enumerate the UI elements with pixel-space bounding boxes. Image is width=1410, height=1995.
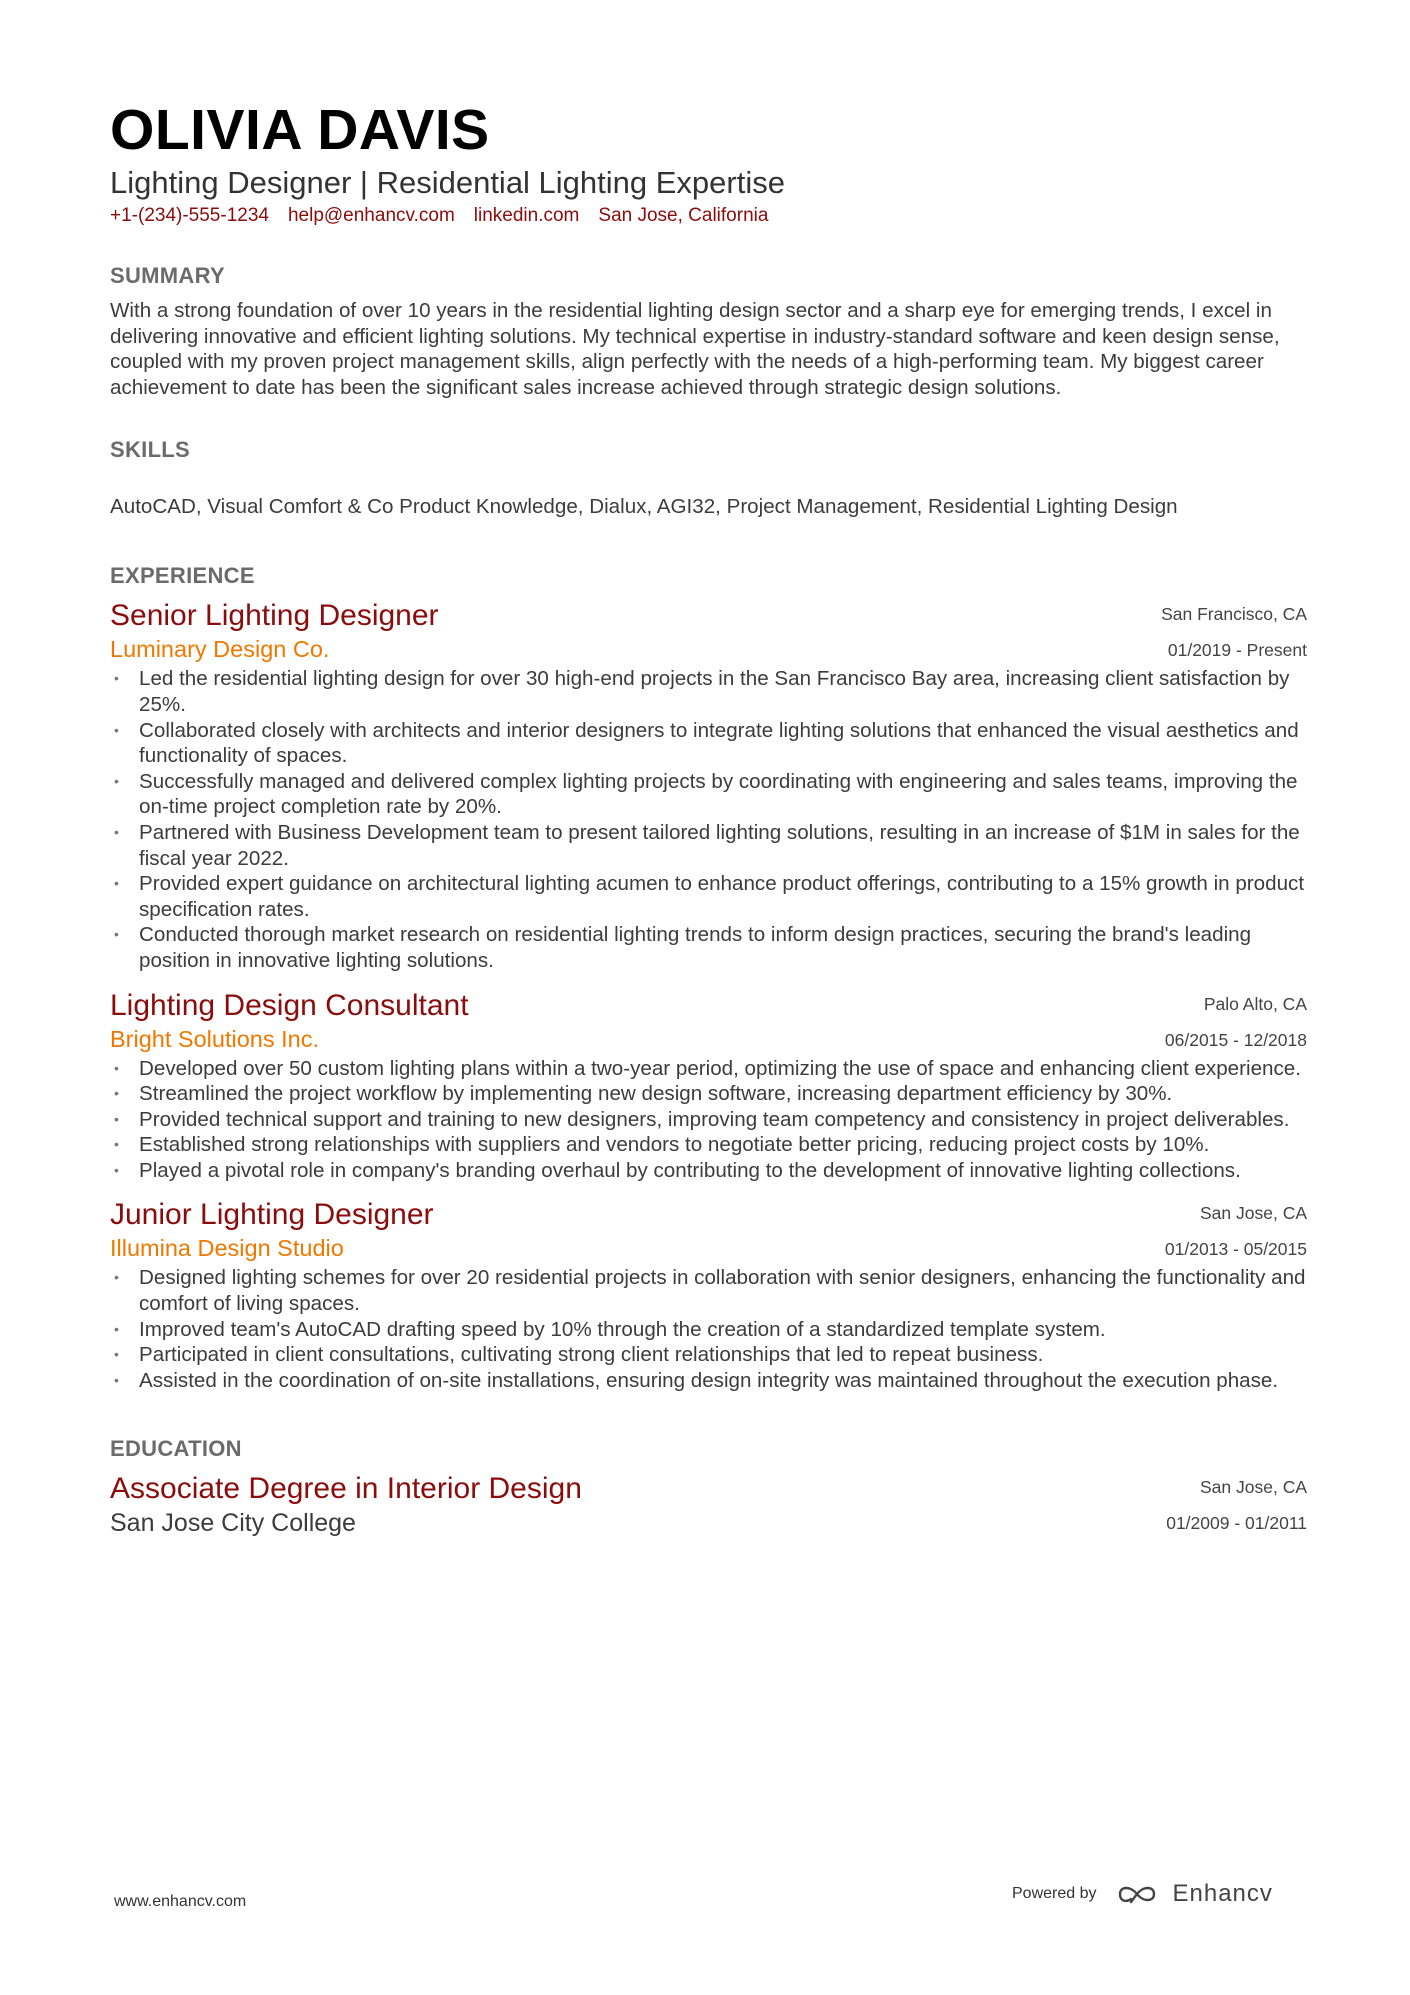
bullet-icon: • <box>114 1346 119 1363</box>
job-bullets <box>110 1056 1307 1184</box>
job-company: Illumina Design Studio <box>110 1235 344 1262</box>
bullet-icon: • <box>114 823 119 840</box>
job-bullets <box>110 666 1307 973</box>
headline-separator: | <box>359 165 368 200</box>
job-dates: 06/2015 - 12/2018 <box>1164 1029 1307 1050</box>
job-dates: 01/2019 - Present <box>1167 640 1307 661</box>
section-title-skills: SKILLS <box>110 437 191 463</box>
headline-specialty: Residential Lighting Expertise <box>376 165 785 200</box>
headline-role: Lighting Designer <box>110 165 352 200</box>
job-company: Luminary Design Co. <box>110 636 330 663</box>
job-location: San Jose, CA <box>1200 1203 1307 1224</box>
skills-section <box>110 436 1307 520</box>
linkedin-link[interactable]: linkedin.com <box>473 205 580 226</box>
bullet-icon: • <box>114 1085 119 1102</box>
job-location: Palo Alto, CA <box>1203 993 1307 1014</box>
summary-section <box>110 262 1307 400</box>
job-entry <box>110 598 1307 973</box>
phone-link[interactable]: +1-(234)-555-1234 <box>110 205 269 226</box>
bullet-item: • Designed lighting schemes for over 20 residential projects in collaboration with senior designers, enhancing the functionality and comfort of living spaces. <box>114 1266 1306 1316</box>
bullet-item: • Led the residential lighting design for over 30 high-end projects in the San Francisco Bay area, increasing client satisfaction by 25%. <box>114 667 1290 716</box>
job-location: San Francisco, CA <box>1161 604 1307 625</box>
bullet-item: • Established strong relationships with suppliers and vendors to negotiate better pricing, reducing project costs by 10%. <box>114 1133 1210 1157</box>
education-entry <box>110 1471 1307 1539</box>
bullet-icon: • <box>114 1371 119 1388</box>
bullet-icon: • <box>114 1269 119 1286</box>
job-title: Lighting Design Consultant <box>110 988 469 1022</box>
school-name: San Jose City College <box>110 1509 356 1538</box>
brand-logo[interactable] <box>1117 1880 1273 1908</box>
header <box>110 98 1307 228</box>
education-section <box>110 1435 1307 1539</box>
skills-text: AutoCAD, Visual Comfort & Co Product Knowledge, Dialux, AGI32, Project Management, Residential Lighting Design <box>110 495 1178 519</box>
bullet-item: • Collaborated closely with architects and interior designers to integrate lighting solutions that enhanced the visual aesthetics and functionality of spaces. <box>114 718 1299 768</box>
bullet-icon: • <box>114 1161 119 1178</box>
experience-section <box>110 562 1307 1393</box>
bullet-item: • Successfully managed and delivered complex lighting projects by coordinating with engineering and sales teams, improving the on-time project completion rate by 20%. <box>114 769 1298 819</box>
bullet-icon: • <box>114 1136 119 1153</box>
education-dates: 01/2009 - 01/2011 <box>1166 1513 1307 1534</box>
bullet-icon: • <box>114 670 119 687</box>
summary-text: With a strong foundation of over 10 years in the residential lighting design sector and a sharp eye for emerging trends, I excel in delivering innovative and efficient lighting solutions. My technical expertise in industry-standard software and keen design sense, coupled with my proven project management skills, align perfectly with the needs of a high-performing team. My biggest career achievement to date has been the significant sales increase achieved through strategic design solutions. <box>110 299 1280 399</box>
bullet-item: • Provided expert guidance on architectural lighting acumen to enhance product offerings, contributing to a 15% growth in product specification rates. <box>114 872 1305 921</box>
bullet-item: • Partnered with Business Development team to present tailored lighting solutions, resulting in an increase of $1M in sales for the fiscal year 2022. <box>114 820 1300 870</box>
bullet-icon: • <box>114 1110 119 1127</box>
section-title-summary: SUMMARY <box>110 263 225 288</box>
bullet-item: • Provided technical support and training to new designers, improving team competency and consistency in project deliverables. <box>114 1107 1290 1131</box>
bullet-item: • Developed over 50 custom lighting plans within a two-year period, optimizing the use of space and enhancing client experience. <box>114 1056 1301 1080</box>
candidate-name: OLIVIA DAVIS <box>110 98 490 162</box>
job-entry <box>110 1197 1307 1393</box>
job-title: Junior Lighting Designer <box>110 1198 434 1232</box>
brand-name: Enhancv <box>1172 1880 1273 1907</box>
bullet-icon: • <box>114 772 119 789</box>
contact-row <box>110 204 1307 228</box>
job-title: Senior Lighting Designer <box>110 599 439 633</box>
job-company: Bright Solutions Inc. <box>110 1025 319 1052</box>
enhancv-logo-icon <box>1117 1882 1163 1906</box>
bullet-item: • Assisted in the coordination of on-site installations, ensuring design integrity was maintained throughout the execution phase. <box>114 1368 1279 1392</box>
job-bullets <box>110 1265 1307 1393</box>
bullet-icon: • <box>114 875 119 892</box>
footer-branding <box>1012 1880 1273 1908</box>
section-title-experience: EXPERIENCE <box>110 563 255 589</box>
headline <box>110 164 1307 202</box>
degree-title: Associate Degree in Interior Design <box>110 1472 582 1506</box>
bullet-icon: • <box>114 1320 119 1337</box>
bullet-icon: • <box>114 926 119 943</box>
bullet-item: • Improved team's AutoCAD drafting speed by 10% through the creation of a standardized template system. <box>114 1317 1106 1341</box>
location-text: San Jose, California <box>598 205 769 226</box>
email-link[interactable]: help@enhancv.com <box>287 205 455 226</box>
bullet-icon: • <box>114 721 119 738</box>
bullet-icon: • <box>114 1059 119 1076</box>
education-location: San Jose, CA <box>1200 1477 1307 1498</box>
bullet-item: • Conducted thorough market research on residential lighting trends to inform design practices, securing the brand's leading position in innovative lighting solutions. <box>114 923 1252 972</box>
bullet-item: • Played a pivotal role in company's branding overhaul by contributing to the development of innovative lighting collections. <box>114 1158 1241 1182</box>
footer-website[interactable]: www.enhancv.com <box>114 1893 247 1910</box>
bullet-item: • Participated in client consultations, cultivating strong client relationships that led to repeat business. <box>114 1343 1044 1367</box>
section-title-education: EDUCATION <box>110 1436 242 1462</box>
bullet-item: • Streamlined the project workflow by implementing new design software, increasing department efficiency by 30%. <box>114 1082 1173 1106</box>
powered-by-text: Powered by <box>1012 1885 1097 1902</box>
job-dates: 01/2013 - 05/2015 <box>1164 1239 1307 1260</box>
resume-page <box>110 98 1307 1539</box>
job-entry <box>110 988 1307 1184</box>
